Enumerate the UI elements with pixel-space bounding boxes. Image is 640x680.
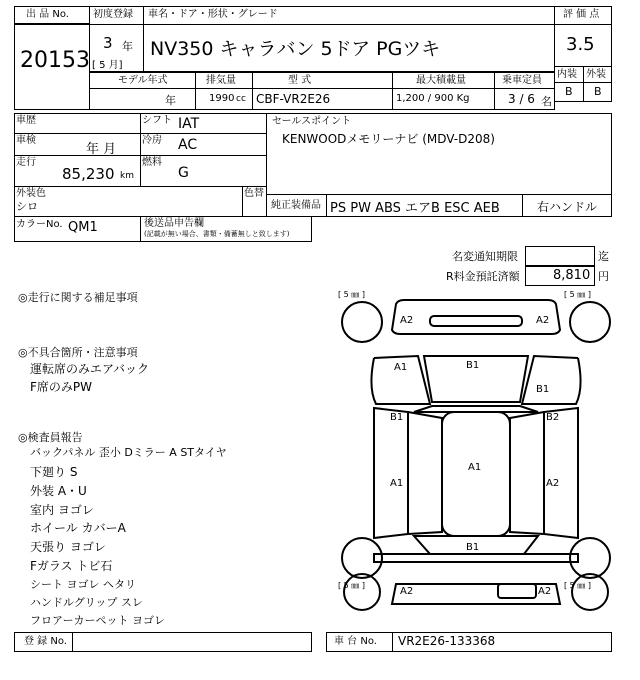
damage-mark: B2 [546, 412, 560, 423]
tire-depth-rr: [ 5 ㎜ ] [564, 581, 591, 590]
deadline-unit: 迄 [598, 250, 609, 263]
model-year-label: モデル年式 [118, 75, 168, 86]
ext-color: シロ [16, 200, 38, 213]
sales-points-label: セールスポイント [272, 116, 352, 127]
damage-mark: A2 [538, 586, 552, 597]
reg-year-unit: 年 [122, 40, 133, 53]
inspector-item: Fガラス トビ石 [30, 559, 113, 573]
max-load-label: 最大積載量 [416, 75, 466, 86]
chassis-label: 車 台 No. [334, 636, 377, 647]
defect-item: 運転席のみエアバック [30, 362, 150, 376]
damage-mark: A1 [394, 362, 408, 373]
recycle-label: R料金預託済額 [446, 270, 520, 283]
displacement-label: 排気量 [206, 75, 236, 86]
driving-notes-title: ◎走行に関する補足事項 [18, 291, 138, 304]
damage-mark: A2 [400, 315, 414, 326]
inspector-item: 天張り ヨゴレ [30, 540, 106, 554]
mileage: 85,230 [62, 165, 115, 183]
equipment: PS PW ABS エアB ESC AEB [330, 201, 500, 216]
damage-mark: A2 [400, 586, 414, 597]
recycle-amount: 8,810 [553, 268, 591, 283]
ac: AC [178, 137, 198, 153]
shaken-label: 車検 [16, 135, 36, 146]
tire-depth-rl: [ 5 ㎜ ] [338, 581, 365, 590]
reg-no-label: 登 録 No. [24, 636, 67, 647]
interior-label: 内装 [557, 69, 577, 80]
damage-mark: A2 [536, 315, 550, 326]
deadline-label: 名変通知期限 [452, 250, 518, 263]
capacity-label: 乗車定員 [502, 75, 542, 86]
damage-mark: B1 [536, 384, 550, 395]
tire-depth-fr: [ 5 ㎜ ] [564, 290, 591, 299]
interior-grade: B [565, 85, 573, 98]
aftermarket-label: 後送品申告欄 [144, 218, 204, 229]
chassis-no: VR2E26-133368 [398, 634, 496, 648]
displacement-unit: cc [236, 94, 246, 104]
damage-mark: A2 [546, 478, 560, 489]
inspector-item: 下廻り S [30, 465, 78, 479]
displacement: 1990 [209, 93, 235, 104]
ac-label: 冷房 [142, 135, 162, 146]
first-reg-label: 初度登録 [93, 9, 133, 20]
reg-year: 3 [103, 34, 113, 52]
car-damage-diagram [338, 288, 614, 630]
damage-mark: B1 [466, 542, 480, 553]
inspector-item: ハンドルグリップ スレ [30, 596, 143, 609]
inspector-item: シート ヨゴレ ヘタリ [30, 578, 136, 591]
tire-depth-fl: [ 5 ㎜ ] [338, 290, 365, 299]
fuel-label: 燃料 [142, 157, 162, 168]
aftermarket-note: (記載が無い場合、書類・備蓄無しと致します) [144, 230, 290, 238]
model-year-unit: 年 [165, 94, 176, 107]
inspector-item: 外装 A・U [30, 484, 87, 498]
damage-mark: A1 [390, 478, 404, 489]
max-load: 1,200 / 900 Kg [396, 93, 470, 104]
equipment-label: 純正装備品 [271, 200, 321, 211]
mileage-unit: km [120, 171, 134, 181]
model-code: CBF-VR2E26 [256, 92, 331, 106]
inspector-item: ホイール カバーA [30, 521, 126, 535]
shift-label: シフト [142, 115, 172, 126]
car-name: NV350 キャラバン 5ドア PGツキ [150, 38, 441, 60]
shaken-value: 年 月 [86, 142, 117, 157]
inspector-item: フロアーカーペット ヨゴレ [30, 614, 165, 627]
damage-mark: B1 [390, 412, 404, 423]
inspector-item: バックパネル 歪小 Dミラー A STタイヤ [30, 446, 227, 459]
history-label: 車歴 [16, 115, 36, 126]
color-no-label: カラーNo. [16, 219, 63, 230]
damage-mark: A1 [468, 462, 482, 473]
capacity: 3 / 6 [508, 92, 535, 106]
type-label: 型 式 [288, 75, 312, 86]
exterior-grade: B [594, 85, 602, 98]
color-no: QM1 [68, 220, 98, 235]
damage-mark: B1 [466, 360, 480, 371]
car-name-label: 車名・ドア・形状・グレード [148, 9, 278, 20]
reg-month: [ 5 月] [92, 60, 123, 71]
ext-color-label: 外装色 [16, 188, 46, 199]
score: 3.5 [566, 34, 595, 55]
fuel: G [178, 165, 189, 181]
defects-title: ◎不具合箇所・注意事項 [18, 346, 138, 359]
lot-no: 20153 [20, 48, 90, 73]
sales-points: KENWOODメモリーナビ (MDV-D208) [282, 132, 495, 146]
inspector-title: ◎検査員報告 [18, 431, 83, 444]
exterior-label: 外装 [586, 69, 606, 80]
score-label: 評 価 点 [563, 9, 600, 20]
inspector-item: 室内 ヨゴレ [30, 503, 94, 517]
capacity-unit: 名 [541, 95, 552, 108]
deadline-box [525, 246, 595, 266]
recycle-unit: 円 [598, 270, 609, 283]
defect-item: F席のみPW [30, 380, 93, 394]
shift: IAT [178, 116, 200, 132]
mileage-label: 走行 [16, 157, 36, 168]
repaint-label: 色替 [244, 188, 264, 199]
steering: 右ハンドル [537, 200, 598, 214]
lot-no-label: 出 品 No. [26, 9, 69, 20]
